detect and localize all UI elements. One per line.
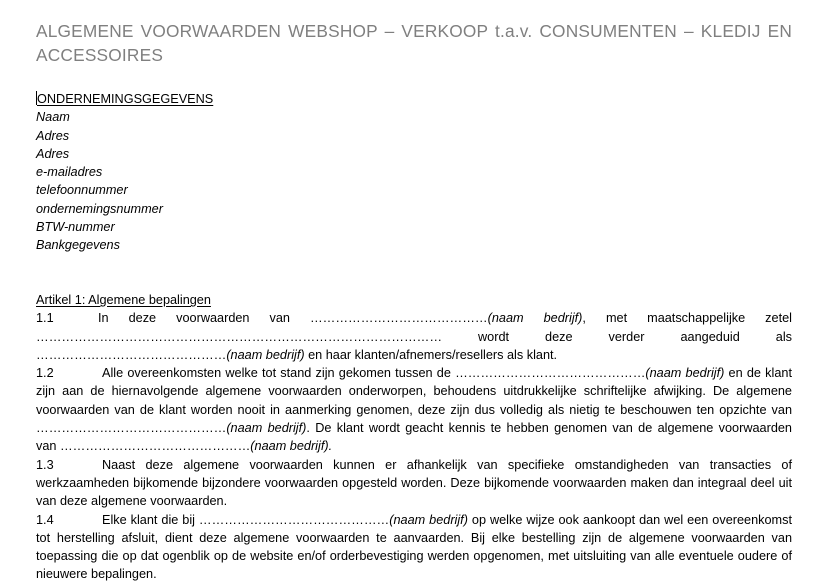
- company-field-email: e-mailadres: [36, 165, 103, 180]
- company-field-name: Naam: [36, 110, 70, 125]
- paragraph-number: 1.3: [36, 457, 54, 472]
- company-field-vat-number: BTW-nummer: [36, 220, 115, 235]
- company-field-company-number: ondernemingsnummer: [36, 201, 163, 216]
- article-1-heading: Artikel 1: Algemene bepalingen: [36, 293, 211, 307]
- paragraph-1-1: 1.1 In deze voorwaarden van ……………………………………(naam bedrijf), met maatschappelijke zetel …………………………………………………………………………………… wordt deze verder aangeduid als ………………………………………(naam bedrijf) en haar klanten/afnemers/resellers als klant.: [36, 311, 792, 362]
- paragraph-number: 1.1: [36, 311, 54, 326]
- paragraph-number: 1.2: [36, 366, 54, 381]
- company-field-bank-details: Bankgegevens: [36, 238, 120, 253]
- article-1: [36, 291, 792, 584]
- paragraph-1-4: 1.4 Elke klant die bij ………………………………………(naam bedrijf) op welke wijze ook aankoopt dan wel een overeenkomst tot herstelling afsluit, dient deze algemene voorwaarden te aanvaarden. Bij elke bestelling zijn de algemene voorwaarden van toepassing die op dat ogenblik op de website en/of orderbevestiging werden opgenomen, met uitsluiting van alle eventuele oudere of nieuwere bepalingen.: [36, 512, 792, 582]
- paragraph-number: 1.4: [36, 512, 54, 527]
- document-title: ALGEMENE VOORWAARDEN WEBSHOP – VERKOOP t.a.v. CONSUMENTEN – KLEDIJ EN ACCESSOIRES: [36, 21, 792, 65]
- paragraph-1-3: 1.3 Naast deze algemene voorwaarden kunnen er afhankelijk van specifieke omstandigheden van transacties of werkzaamheden bijkomende bijzondere voorwaarden opgesteld worden. Deze bijkomende voorwaarden maken dan integraal deel uit van deze algemene voorwaarden.: [36, 457, 792, 509]
- company-field-address-2: Adres: [36, 146, 70, 161]
- company-field-address: Adres: [36, 128, 70, 143]
- company-heading: ONDERNEMINGSGEGEVENS: [37, 92, 214, 106]
- paragraph-1-2: 1.2 Alle overeenkomsten welke tot stand zijn gekomen tussen de ………………………………………(naam bedrijf) en de klant zijn aan de hiernavolgende algemene voorwaarden onderworpen, behoudens uitdrukkelijke schriftelijke afwijking. De algemene voorwaarden van de klant worden nooit in aanmerking genomen, deze zijn dus volledig als nietig te beschouwen ten opzichte van ………………………………………(naam bedrijf). De klant wordt geacht kennis te hebben genomen van de algemene voorwaarden van ………………………………………(naam bedrijf).: [36, 366, 792, 454]
- company-field-phone: telefoonnummer: [36, 183, 128, 198]
- company-section: [36, 90, 213, 255]
